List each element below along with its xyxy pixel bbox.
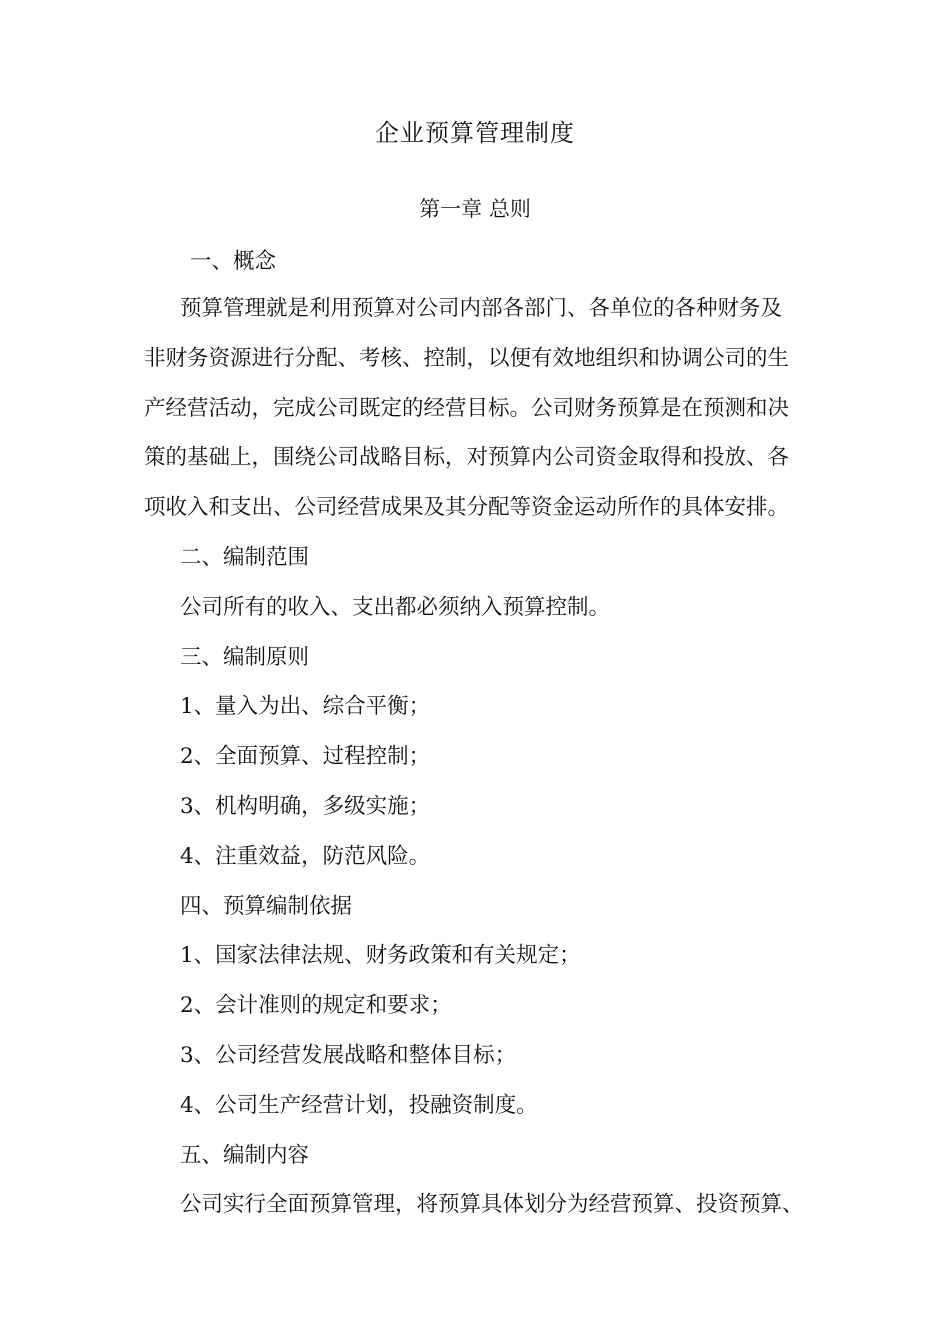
document-body (144, 240, 812, 1230)
list-item: 2、会计准则的规定和要求； (180, 993, 452, 1019)
section-heading-scope: 二、编制范围 (180, 544, 310, 570)
paragraph-line: 策的基础上，围绕公司战略目标，对预算内公司资金取得和投放、各 (144, 445, 790, 471)
section-heading-principles: 三、编制原则 (180, 644, 310, 670)
list-item: 1、量入为出、综合平衡； (180, 694, 431, 720)
list-item: 4、注重效益，防范风险。 (180, 843, 431, 869)
paragraph-line: 产经营活动，完成公司既定的经营目标。公司财务预算是在预测和决 (144, 395, 790, 421)
paragraph-line: 公司所有的收入、支出都必须纳入预算控制。 (180, 594, 611, 620)
paragraph-line: 公司实行全面预算管理，将预算具体划分为经营预算、投资预算、 (180, 1192, 804, 1218)
document-title: 企业预算管理制度 (375, 119, 575, 147)
list-item: 2、全面预算、过程控制； (180, 744, 431, 770)
section-heading-basis: 四、预算编制依据 (180, 893, 353, 919)
list-item: 3、机构明确，多级实施； (180, 793, 431, 819)
list-item: 1、国家法律法规、财务政策和有关规定； (180, 943, 581, 969)
paragraph-line: 预算管理就是利用预算对公司内部各部门、各单位的各种财务及 (180, 296, 783, 321)
list-item: 3、公司经营发展战略和整体目标； (180, 1042, 517, 1068)
paragraph-line: 非财务资源进行分配、考核、控制，以便有效地组织和协调公司的生 (144, 345, 790, 371)
list-item: 4、公司生产经营计划，投融资制度。 (180, 1092, 538, 1118)
section-heading-concept: 一、概念 (190, 249, 277, 274)
chapter-heading: 第一章 总则 (419, 197, 531, 221)
paragraph-line: 项收入和支出、公司经营成果及其分配等资金运动所作的具体安排。 (144, 495, 790, 521)
section-heading-content: 五、编制内容 (180, 1142, 310, 1168)
